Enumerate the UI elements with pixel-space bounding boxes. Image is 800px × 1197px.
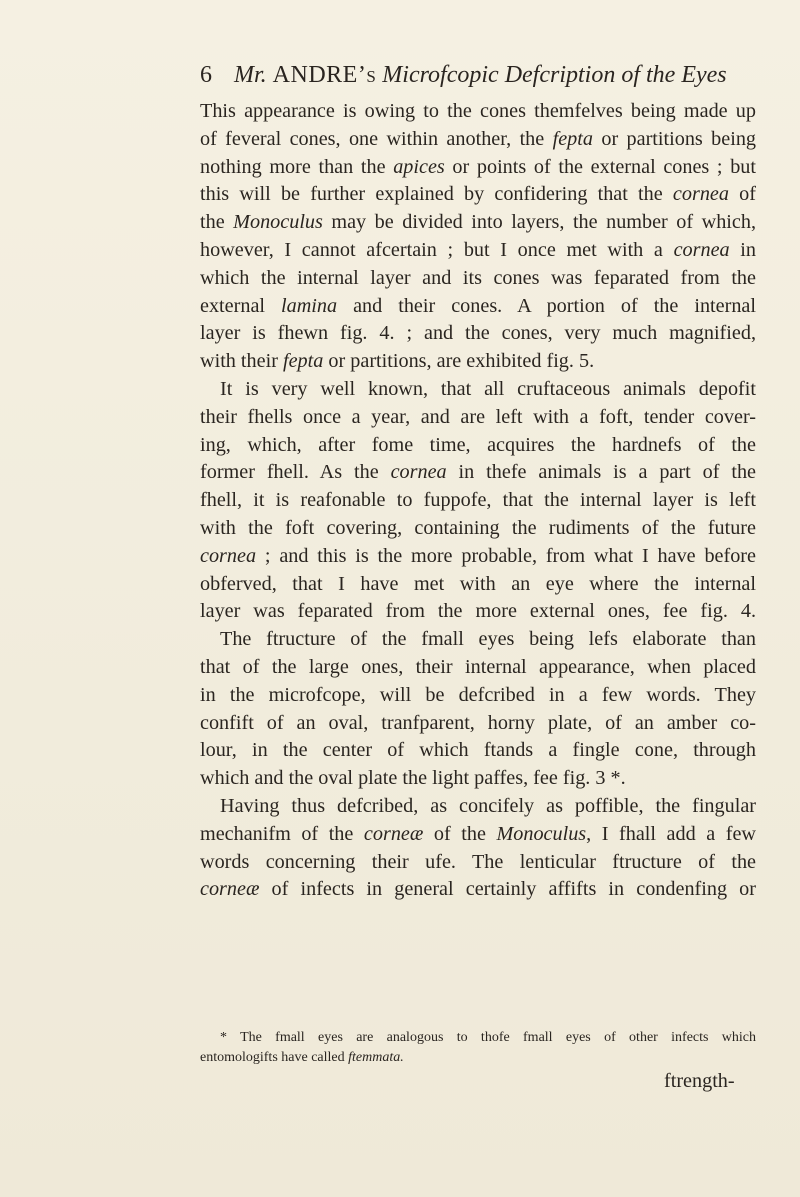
text-line: words concerning their ufe. The lenticular ftructure of the	[200, 850, 756, 873]
italic-term: cornea	[390, 461, 447, 484]
text-line: which the internal layer and its cones was feparated from the	[200, 266, 756, 289]
italic-term: corneæ	[200, 878, 260, 901]
text-line: lour, in the center of which ftands a fingle cone, through	[200, 739, 756, 762]
text-line: in the microfcope, will be defcribed in a few words. They	[200, 683, 756, 706]
text-line: with their fepta or partitions, are exhibited fig. 5.	[200, 350, 595, 373]
header-title: Microfcopic Defcription of the Eyes	[382, 62, 727, 88]
text-line: former fhell. As the cornea in thefe animals is a part of the	[200, 461, 756, 484]
text-line: that of the large ones, their internal appearance, when placed	[200, 655, 756, 678]
italic-term: corneæ	[363, 822, 424, 845]
italic-term: fepta	[552, 127, 593, 150]
text-line: of feveral cones, one within another, the fepta or partitions being	[200, 127, 757, 150]
text-line: This appearance is owing to the cones themfelves being made up	[200, 100, 756, 122]
text-line: the Monoculus may be divided into layers, the number of which,	[200, 211, 756, 234]
text-line: Having thus defcribed, as concifely as poffible, the fingular	[220, 794, 756, 817]
header-author-name: ANDRE’s	[272, 62, 377, 88]
body-text	[200, 98, 756, 904]
text-line: ing, which, after fome time, acquires the hardnefs of the	[200, 433, 756, 456]
running-header	[200, 62, 760, 89]
text-line: obferved, that I have met with an eye where the internal	[200, 572, 756, 595]
text-line: corneæ of infects in general certainly affifts in condenfing or	[200, 878, 756, 901]
text-line: mechanifm of the corneæ of the Monoculus, I fhall add a few	[200, 822, 756, 845]
text-line: confift of an oval, tranfparent, horny plate, of an amber co-	[200, 711, 756, 734]
italic-term: cornea	[672, 183, 729, 206]
text-line: however, I cannot afcertain ; but I once met with a cornea in	[200, 238, 756, 261]
text-line: which and the oval plate the light paffes, fee fig. 3 *.	[200, 767, 626, 790]
page-number: 6	[200, 62, 212, 88]
text-line: fhell, it is reafonable to fuppofe, that the internal layer is left	[200, 489, 756, 512]
footnote-line: * The fmall eyes are analogous to thofe fmall eyes of other infects which	[220, 1030, 756, 1045]
italic-term: lamina	[281, 294, 338, 317]
text-line: this will be further explained by confidering that the cornea of	[200, 183, 756, 206]
italic-term: cornea	[673, 238, 730, 261]
text-line: layer is fhewn fig. 4. ; and the cones, very much magnified,	[200, 322, 756, 345]
text-line: external lamina and their cones. A portion of the internal	[200, 294, 757, 317]
header-author: Mr.	[234, 62, 267, 88]
text-line: their fhells once a year, and are left with a foft, tender cover-	[200, 405, 756, 428]
italic-term: Monoculus	[496, 822, 587, 845]
text-line: cornea ; and this is the more probable, from what I have before	[200, 544, 756, 567]
italic-term: fepta	[282, 350, 324, 373]
catchword: ftrength-	[664, 1070, 735, 1092]
italic-term: apices	[393, 155, 445, 178]
italic-term: Monoculus	[233, 211, 323, 234]
text-line: layer was feparated from the more external ones, fee fig. 4.	[200, 600, 756, 623]
text-line: The ftructure of the fmall eyes being lefs elaborate than	[220, 628, 756, 651]
text-line: nothing more than the apices or points of the external cones ; but	[200, 155, 756, 178]
footnote	[200, 1028, 756, 1068]
text-line: It is very well known, that all cruftaceous animals depofit	[220, 377, 756, 400]
text-line: with the foft covering, containing the rudiments of the future	[200, 516, 756, 539]
italic-term: ftemmata.	[348, 1050, 404, 1065]
italic-term: cornea	[200, 544, 257, 567]
footnote-line: entomologifts have called ftemmata.	[200, 1050, 404, 1065]
